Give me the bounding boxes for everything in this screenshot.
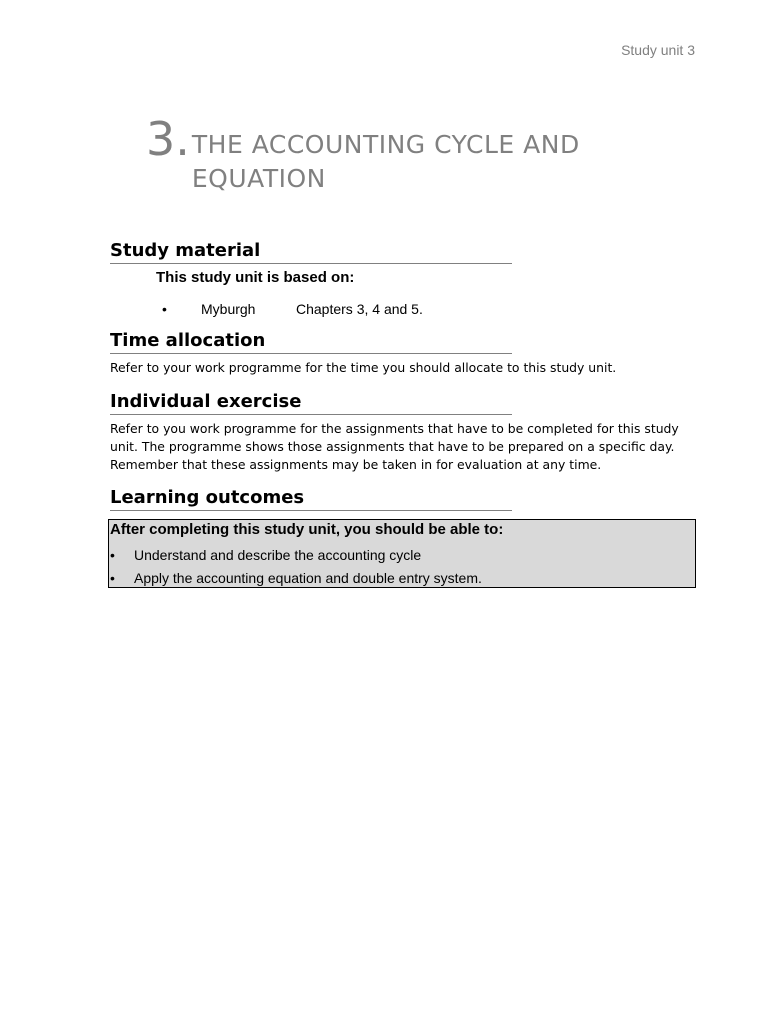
chapter-number: 3.	[146, 112, 190, 166]
time-allocation-text: Refer to your work programme for the time you should allocate to this study unit.	[110, 360, 617, 375]
individual-exercise-heading: Individual exercise	[110, 391, 512, 415]
outcome-text: Apply the accounting equation and double entry system.	[134, 570, 482, 586]
outcome-text: Understand and describe the accounting cycle	[134, 547, 422, 563]
list-item	[109, 570, 482, 586]
running-header: Study unit 3	[621, 42, 695, 58]
learning-outcomes-intro: After completing this study unit, you should be able to:	[110, 521, 504, 538]
learning-outcomes-box	[108, 519, 696, 588]
study-material-item	[162, 301, 423, 317]
study-material-heading: Study material	[110, 240, 512, 264]
bullet: •	[110, 547, 115, 563]
bullet: •	[162, 301, 167, 317]
study-material-intro: This study unit is based on:	[156, 269, 355, 286]
bullet: •	[110, 570, 115, 586]
individual-exercise-text: Refer to you work programme for the assignments that have to be completed for this study unit. The programme shows those assignments that have to be prepared on a specific day. Remember that these assignments may be taken in for evaluation at any time.	[110, 421, 679, 472]
time-allocation-heading: Time allocation	[110, 330, 512, 354]
learning-outcomes-heading: Learning outcomes	[110, 487, 512, 511]
material-chapters: Chapters 3, 4 and 5.	[296, 301, 423, 317]
list-item	[109, 547, 421, 563]
chapter-title	[146, 112, 626, 196]
chapter-title-text: THE ACCOUNTING CYCLE AND EQUATION	[191, 130, 580, 193]
material-author: Myburgh	[201, 301, 256, 317]
